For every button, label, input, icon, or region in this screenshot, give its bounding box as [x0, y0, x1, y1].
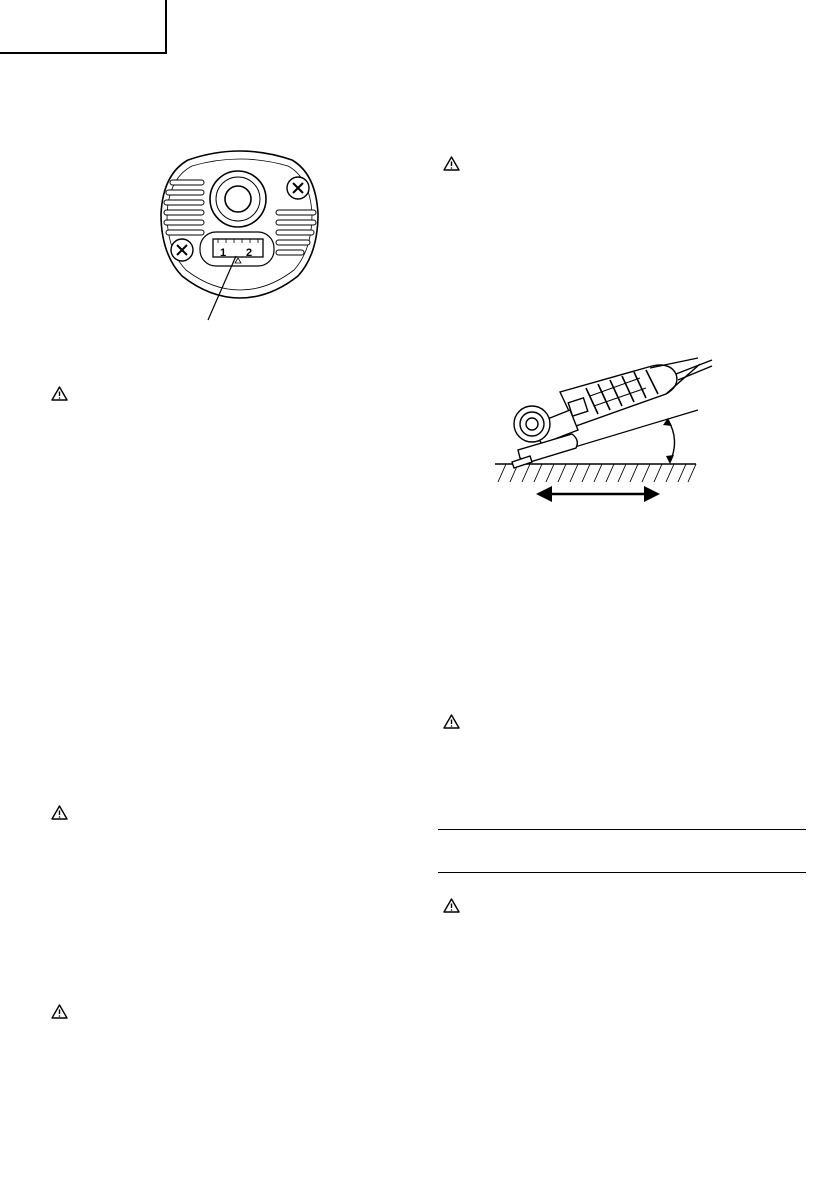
table-top-rule: [438, 829, 806, 830]
motion-arrow: [536, 486, 660, 502]
table-bottom-rule: [438, 872, 806, 873]
warning-triangle-icon: [443, 898, 460, 913]
grinder-body: [512, 358, 712, 468]
screw-top-right: [287, 177, 309, 199]
grinder-angle-figure: [490, 352, 715, 506]
dial-number-1: 1: [220, 247, 227, 259]
warning-triangle-icon: [51, 1004, 68, 1019]
warning-triangle-icon: [443, 156, 460, 171]
screw-bottom-left: [171, 239, 193, 261]
dial-number-2: 2: [246, 247, 253, 259]
warning-triangle-icon: [51, 805, 68, 820]
warning-triangle-icon: [443, 714, 460, 729]
corner-tab: [0, 0, 167, 54]
hatching: [498, 464, 696, 482]
warning-triangle-icon: [51, 386, 68, 401]
speed-dial-figure: [158, 146, 323, 326]
